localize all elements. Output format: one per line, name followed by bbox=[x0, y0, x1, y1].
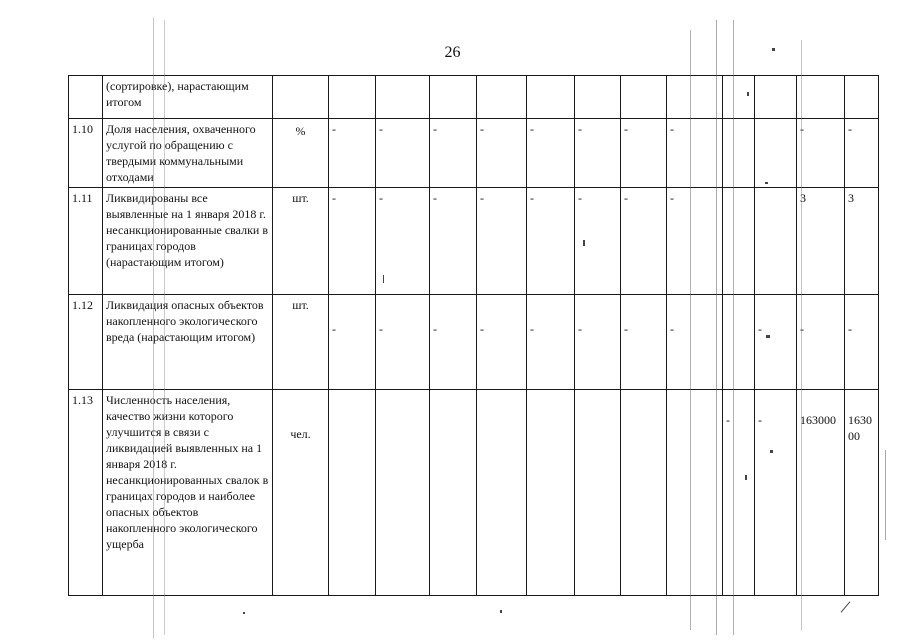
value-cell: - bbox=[329, 119, 376, 188]
scan-artifact-line bbox=[690, 30, 691, 630]
value-cell bbox=[797, 76, 845, 119]
value-cell bbox=[755, 119, 797, 188]
value-cell: - bbox=[845, 295, 879, 390]
value-cell: - bbox=[527, 295, 575, 390]
value-cell bbox=[329, 390, 376, 596]
value-cell: 3 bbox=[845, 188, 879, 295]
scan-artifact-line bbox=[716, 20, 717, 635]
scan-speck bbox=[500, 610, 502, 613]
value-cell: - bbox=[376, 295, 430, 390]
value-cell bbox=[477, 390, 527, 596]
value-cell: - bbox=[430, 295, 477, 390]
value-cell: - bbox=[575, 119, 621, 188]
value-cell bbox=[575, 76, 621, 119]
value-cell: - bbox=[621, 295, 667, 390]
unit-cell: % bbox=[273, 119, 329, 188]
unit-cell: шт. bbox=[273, 295, 329, 390]
scan-artifact-line bbox=[164, 20, 165, 635]
value-cell bbox=[723, 188, 755, 295]
scan-speck bbox=[383, 275, 384, 283]
scan-speck bbox=[772, 48, 775, 51]
value-cell: 163000 bbox=[845, 390, 879, 596]
table-row bbox=[69, 295, 879, 390]
scan-artifact-line bbox=[153, 18, 154, 638]
value-cell: - bbox=[477, 119, 527, 188]
indicator-description: Ликвидация опасных объектов накопленного экологического вреда (нарастающим итогом) bbox=[103, 295, 273, 390]
indicator-description: Численность населения, качество жизни которого улучшится в связи с ликвидацией выявленных на 1 января 2018 г. несанкционированных свалок в границах городов и наиболее опасных объектов накопленного экологического ущерба bbox=[103, 390, 273, 596]
value-cell: - bbox=[667, 295, 723, 390]
value-cell: - bbox=[430, 119, 477, 188]
value-cell: - bbox=[755, 390, 797, 596]
value-cell: - bbox=[723, 390, 755, 596]
row-number: 1.11 bbox=[69, 188, 103, 295]
unit-cell bbox=[273, 76, 329, 119]
value-cell bbox=[430, 76, 477, 119]
table-row bbox=[69, 188, 879, 295]
value-cell bbox=[376, 76, 430, 119]
table-row bbox=[69, 119, 879, 188]
value-cell bbox=[621, 76, 667, 119]
value-cell: - bbox=[797, 295, 845, 390]
scan-speck bbox=[766, 335, 770, 338]
scan-speck bbox=[583, 240, 585, 246]
value-cell bbox=[477, 76, 527, 119]
value-cell bbox=[376, 390, 430, 596]
scan-artifact-line bbox=[801, 40, 802, 630]
value-cell: - bbox=[755, 295, 797, 390]
value-cell bbox=[430, 390, 477, 596]
indicator-description: Доля населения, охваченного услугой по обращению с твердыми коммунальными отходами bbox=[103, 119, 273, 188]
value-cell: 3 bbox=[797, 188, 845, 295]
scan-speck bbox=[747, 92, 749, 96]
value-cell: - bbox=[329, 295, 376, 390]
value-cell: - bbox=[527, 188, 575, 295]
value-cell: - bbox=[621, 188, 667, 295]
value-cell: - bbox=[477, 295, 527, 390]
scan-artifact-line bbox=[733, 20, 734, 635]
value-cell bbox=[845, 76, 879, 119]
scan-speck bbox=[745, 475, 747, 480]
scan-speck bbox=[770, 450, 773, 453]
value-cell bbox=[667, 390, 723, 596]
value-cell bbox=[527, 390, 575, 596]
scan-speck bbox=[765, 182, 768, 184]
row-number: 1.13 bbox=[69, 390, 103, 596]
scan-speck bbox=[243, 612, 245, 614]
scan-speck bbox=[841, 601, 851, 612]
value-cell: - bbox=[667, 119, 723, 188]
value-cell: - bbox=[667, 188, 723, 295]
page-number: 26 bbox=[444, 44, 461, 61]
row-number: 1.10 bbox=[69, 119, 103, 188]
value-cell: - bbox=[575, 295, 621, 390]
value-cell: 163000 bbox=[797, 390, 845, 596]
value-cell bbox=[755, 188, 797, 295]
value-cell bbox=[329, 76, 376, 119]
indicators-table bbox=[68, 75, 879, 596]
scan-artifact-line bbox=[885, 450, 886, 540]
value-cell: - bbox=[376, 188, 430, 295]
table-row bbox=[69, 390, 879, 596]
value-cell bbox=[755, 76, 797, 119]
indicator-description: (сортировке), нарастающим итогом bbox=[103, 76, 273, 119]
value-cell: - bbox=[430, 188, 477, 295]
value-cell bbox=[575, 390, 621, 596]
table-row bbox=[69, 76, 879, 119]
unit-cell: шт. bbox=[273, 188, 329, 295]
value-cell: - bbox=[575, 188, 621, 295]
value-cell bbox=[527, 76, 575, 119]
value-cell: - bbox=[376, 119, 430, 188]
row-number bbox=[69, 76, 103, 119]
value-cell bbox=[667, 76, 723, 119]
value-cell: - bbox=[527, 119, 575, 188]
value-cell bbox=[723, 119, 755, 188]
value-cell bbox=[723, 76, 755, 119]
value-cell: - bbox=[329, 188, 376, 295]
value-cell: - bbox=[477, 188, 527, 295]
row-number: 1.12 bbox=[69, 295, 103, 390]
value-cell: - bbox=[621, 119, 667, 188]
value-cell bbox=[723, 295, 755, 390]
value-cell bbox=[621, 390, 667, 596]
indicator-description: Ликвидированы все выявленные на 1 января 2018 г. несанкционированные свалки в границах городов (нарастающим итогом) bbox=[103, 188, 273, 295]
unit-cell: чел. bbox=[273, 390, 329, 596]
value-cell: - bbox=[845, 119, 879, 188]
value-cell: - bbox=[797, 119, 845, 188]
